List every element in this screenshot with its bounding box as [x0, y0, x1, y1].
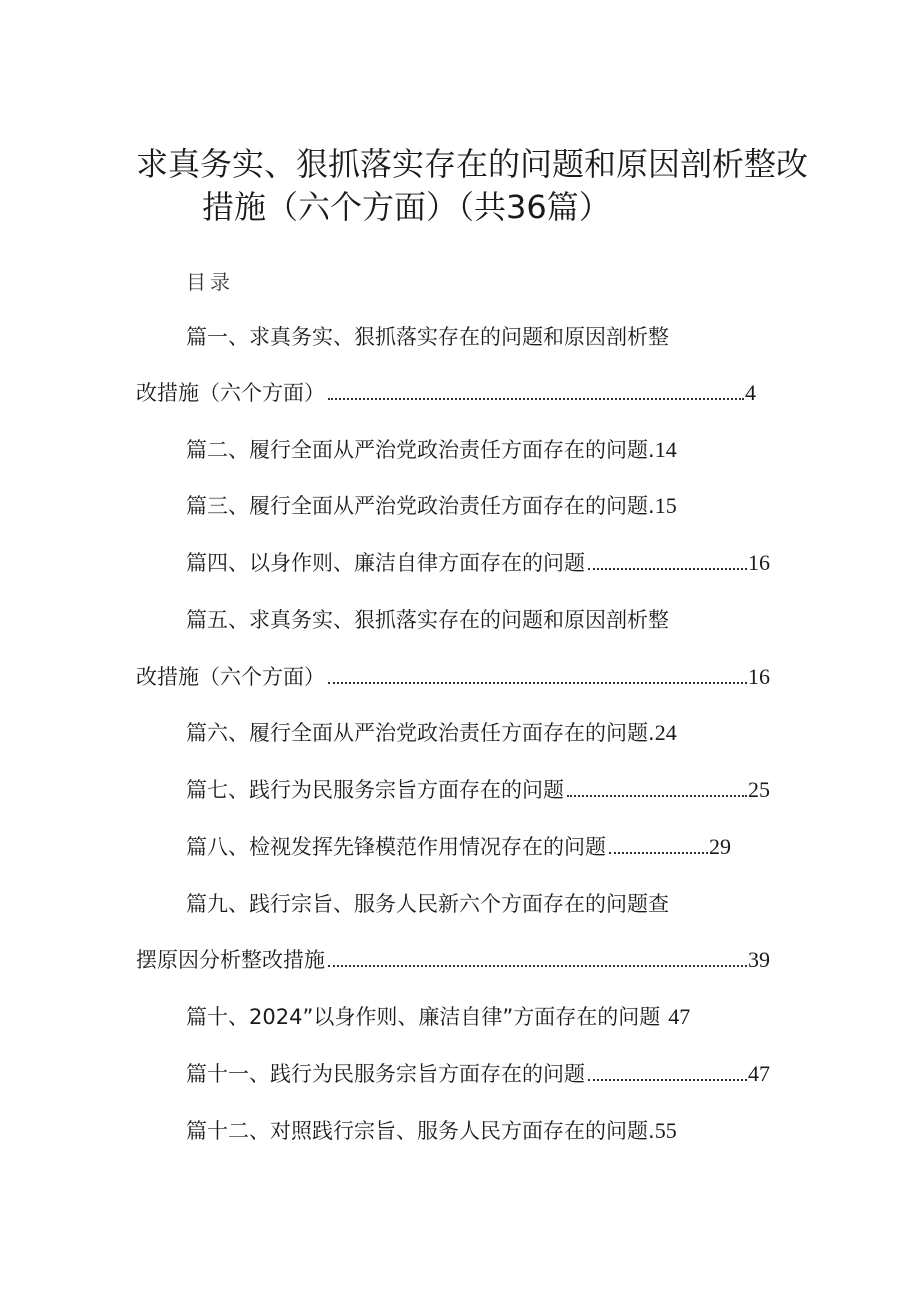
toc-entry-text: 篇十、2024”以身作则、廉洁自律”方面存在的问题 — [186, 1005, 661, 1029]
toc-entry-1-line-1[interactable] — [186, 322, 669, 352]
toc-entry-7[interactable] — [186, 775, 770, 805]
toc-page-number: 39 — [748, 947, 770, 972]
dot-leader — [588, 1079, 747, 1081]
toc-entry-text: 篇五、求真务实、狠抓落实存在的问题和原因剖析整 — [186, 608, 669, 632]
dot-leader — [588, 568, 747, 570]
toc-entry-1-line-2[interactable] — [136, 378, 756, 408]
toc-entry-text: 篇六、履行全面从严治党政治责任方面存在的问题. — [186, 721, 655, 745]
toc-entry-5-line-2[interactable] — [136, 662, 770, 692]
toc-page-number: 15 — [654, 493, 677, 518]
toc-entry-9-line-2[interactable] — [136, 945, 770, 975]
toc-page-number: 16 — [748, 664, 770, 689]
toc-entry-text: 篇二、履行全面从严治党政治责任方面存在的问题. — [186, 438, 655, 462]
toc-entry-text: 篇四、以身作则、廉洁自律方面存在的问题 — [186, 551, 585, 575]
document-title-line-2: 措施（六个方面）（共36篇） — [202, 188, 611, 226]
toc-entry-text: 篇八、检视发挥先锋模范作用情况存在的问题 — [186, 835, 606, 859]
toc-page-number: 55 — [654, 1118, 677, 1143]
toc-entry-2[interactable] — [186, 435, 726, 465]
dot-leader — [328, 682, 747, 684]
dot-leader — [609, 852, 708, 854]
toc-entry-text: 篇三、履行全面从严治党政治责任方面存在的问题. — [186, 494, 655, 518]
toc-entry-9-line-1[interactable] — [186, 889, 669, 919]
toc-entry-text: 摆原因分析整改措施 — [136, 948, 325, 972]
toc-entry-10[interactable] — [186, 1002, 770, 1032]
document-title-line-1: 求真务实、狠抓落实存在的问题和原因剖析整改 — [136, 145, 809, 183]
toc-entry-text: 改措施（六个方面） — [136, 381, 325, 405]
toc-page-number: 24 — [654, 720, 677, 745]
toc-entry-4[interactable] — [186, 548, 770, 578]
toc-page-number: 14 — [654, 437, 677, 462]
dot-leader — [328, 965, 747, 967]
toc-page-number: 25 — [748, 777, 770, 802]
dot-leader — [567, 795, 747, 797]
toc-page-number: 16 — [748, 550, 770, 575]
toc-page-number: 29 — [709, 834, 731, 859]
toc-entry-3[interactable] — [186, 491, 726, 521]
toc-entry-6[interactable] — [186, 718, 726, 748]
toc-entry-text: 篇一、求真务实、狠抓落实存在的问题和原因剖析整 — [186, 325, 669, 349]
toc-entry-text: 篇九、践行宗旨、服务人民新六个方面存在的问题查 — [186, 892, 669, 916]
toc-entry-text: 改措施（六个方面） — [136, 665, 325, 689]
toc-page-number: 47 — [748, 1061, 770, 1086]
toc-entry-12[interactable] — [186, 1116, 731, 1146]
toc-entry-8[interactable] — [186, 832, 731, 862]
dot-leader — [328, 398, 744, 400]
toc-entry-5-line-1[interactable] — [186, 605, 669, 635]
toc-entry-11[interactable] — [186, 1059, 770, 1089]
toc-entry-text: 篇七、践行为民服务宗旨方面存在的问题 — [186, 778, 564, 802]
toc-entry-text: 篇十二、对照践行宗旨、服务人民方面存在的问题. — [186, 1119, 655, 1143]
toc-page-number: 47 — [668, 1004, 691, 1029]
toc-page-number: 4 — [745, 380, 756, 405]
toc-entry-text: 篇十一、践行为民服务宗旨方面存在的问题 — [186, 1062, 585, 1086]
toc-heading: 目录 — [186, 270, 234, 294]
